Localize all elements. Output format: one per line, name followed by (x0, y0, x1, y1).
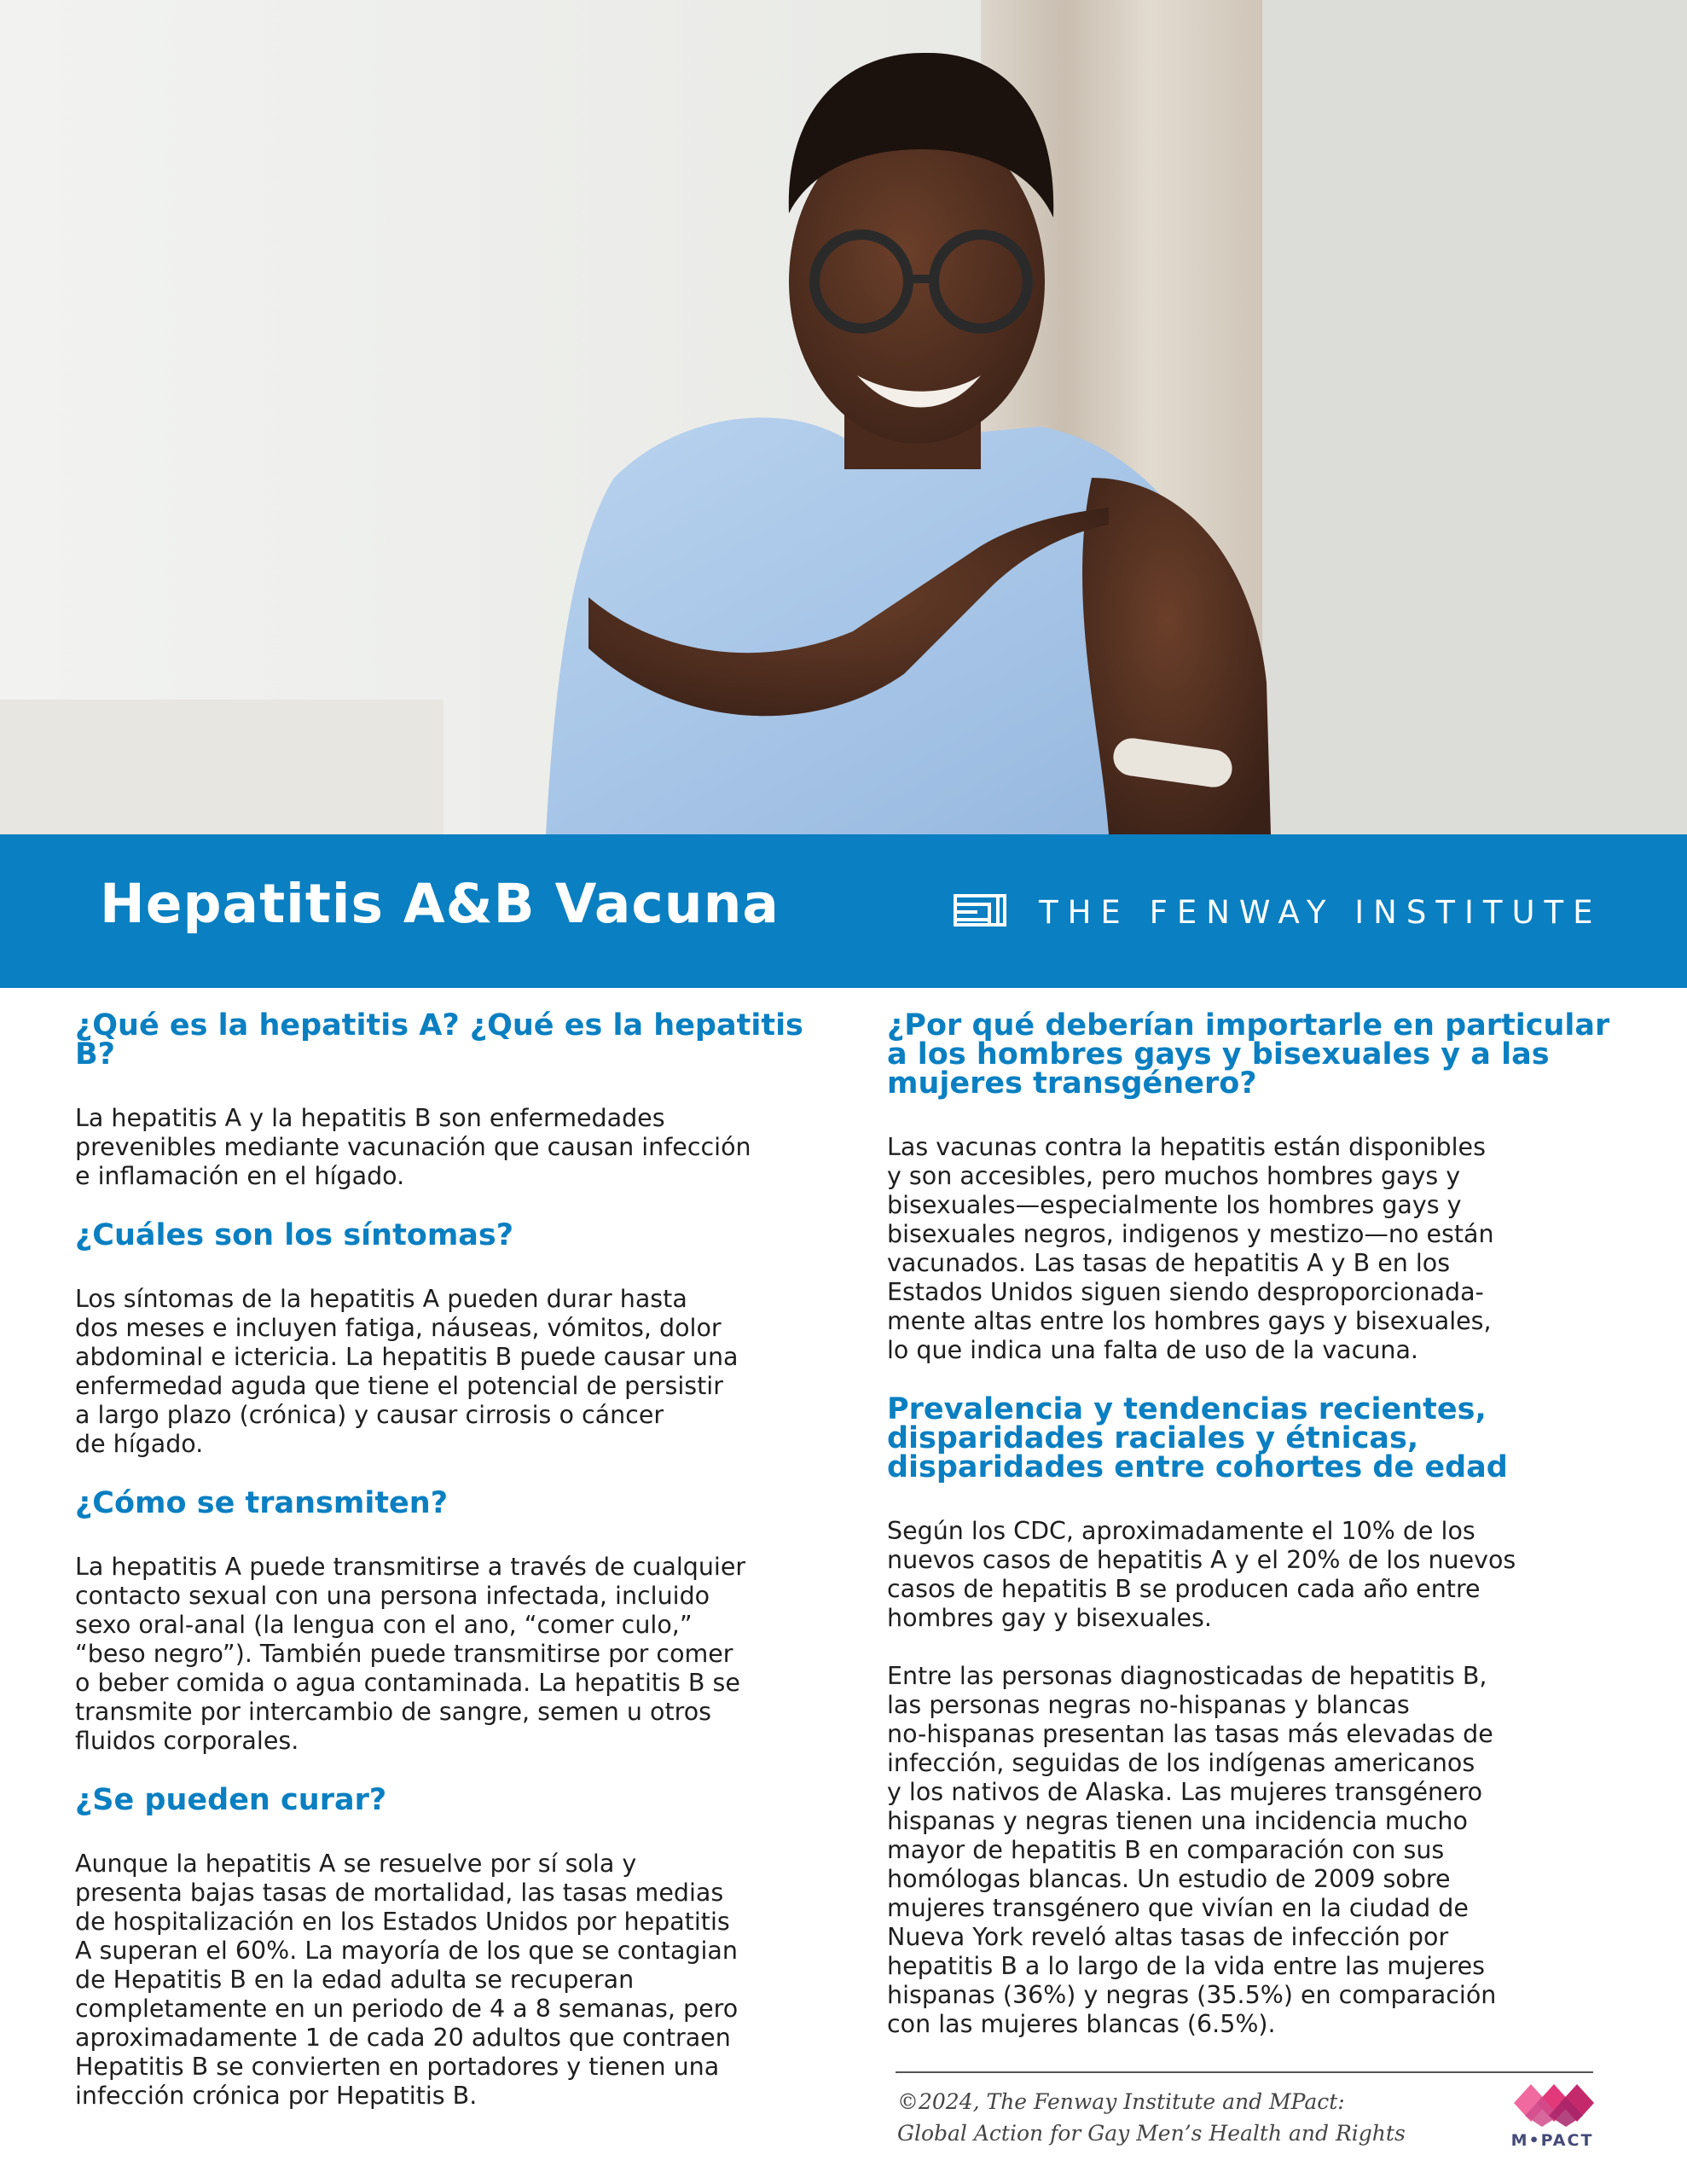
page-title: Hepatitis A&B Vacuna (100, 873, 780, 935)
footer-divider (896, 2071, 1593, 2073)
paragraph-prevalence-disparities: Entre las personas diagnosticadas de hepatitis B, las personas negras no-hispanas y blancas no-hispanas presentan las tasas más elevadas de infección, seguidas de los indígenas americanos y los nativos de Alaska. Las mujeres transgénero hispanas y negras tienen una incidencia mucho mayor de hepatitis B en comparación con sus homólogas blancas. Un estudio de 2009 sobre mujeres transgénero que vivían en la ciudad de Nueva York reveló altas tasas de infección por hepatitis B a lo largo de la vida entre las mujeres hispanas (36%) y negras (35.5%) en comparación con las mujeres blancas (6.5%). (887, 1662, 1497, 2038)
mpact-wordmark: M•PACT (1510, 2131, 1594, 2150)
heading-why-matters: ¿Por qué deberían importarle en particular a los hombres gays y bisexuales y a las mujeres transgénero? (887, 1008, 1610, 1101)
heading-transmission: ¿Cómo se transmiten? (75, 1486, 449, 1520)
paragraph-what-is: La hepatitis A y la hepatitis B son enfermedades prevenibles mediante vacunación que causan infección e inflamación en el hígado. (75, 1104, 751, 1190)
right-column (887, 1008, 1629, 2039)
heading-what-is: ¿Qué es la hepatitis A? ¿Qué es la hepatitis B? (75, 1008, 803, 1072)
paragraph-transmission: La hepatitis A puede transmitirse a través de cualquier contacto sexual con una persona infectada, incluido sexo oral-anal (la lengua con el ano, “comer culo,” “beso negro”). También puede transmitirse por comer o beber comida o agua contaminada. La hepatitis B se transmite por intercambio de sangre, semen u otros fluidos corporales. (75, 1553, 746, 1755)
heading-cure: ¿Se pueden curar? (75, 1783, 387, 1817)
heading-symptoms: ¿Cuáles son los síntomas? (75, 1218, 514, 1252)
paragraph-symptoms: Los síntomas de la hepatitis A pueden durar hasta dos meses e incluyen fatiga, náuseas, vómitos, dolor abdominal e ictericia. La hepatitis B puede causar una enfermedad aguda que tiene el potencial de persistir a largo plazo (crónica) y causar cirrosis o cáncer de hígado. (75, 1285, 739, 1458)
title-banner (0, 834, 1687, 988)
left-column (75, 1008, 843, 2111)
hero-photo (0, 0, 1687, 834)
paragraph-cure: Aunque la hepatitis A se resuelve por sí sola y presenta bajas tasas de mortalidad, las tasas medias de hospitalización en los Estados Unidos por hepatitis A superan el 60%. La mayoría de los que se contagian de Hepatitis B en la edad adulta se recuperan completamente en un periodo de 4 a 8 semanas, pero aproximadamente 1 de cada 20 adultos que contraen Hepatitis B se convierten en portadores y tienen una infección crónica por Hepatitis B. (75, 1850, 739, 2110)
org-name: THE FENWAY INSTITUTE (1039, 894, 1603, 931)
footer-copyright: ©2024, The Fenway Institute and MPact: Global Action for Gay Men’s Health and Rights (897, 2089, 1406, 2146)
heading-prevalence: Prevalencia y tendencias recientes, disparidades raciales y étnicas, disparidades entre cohortes de edad (887, 1392, 1508, 1484)
paragraph-why-matters: Las vacunas contra la hepatitis están disponibles y son accesibles, pero muchos hombres gays y bisexuales—especialmente los hombres gays y bisexuales negros, indigenos y mestizo—no están vacunados. Las tasas de hepatitis A y B en los Estados Unidos siguen siendo desproporcionada- mente altas entre los hombres gays y bisexuales, lo que indica una falta de uso de la vacuna. (887, 1133, 1494, 1364)
fenway-logo-icon (954, 894, 1006, 926)
paragraph-prevalence-cdc: Según los CDC, aproximadamente el 10% de los nuevos casos de hepatitis A y el 20% de los nuevos casos de hepatitis B se producen cada año entre hombres gay y bisexuales. (887, 1517, 1516, 1632)
